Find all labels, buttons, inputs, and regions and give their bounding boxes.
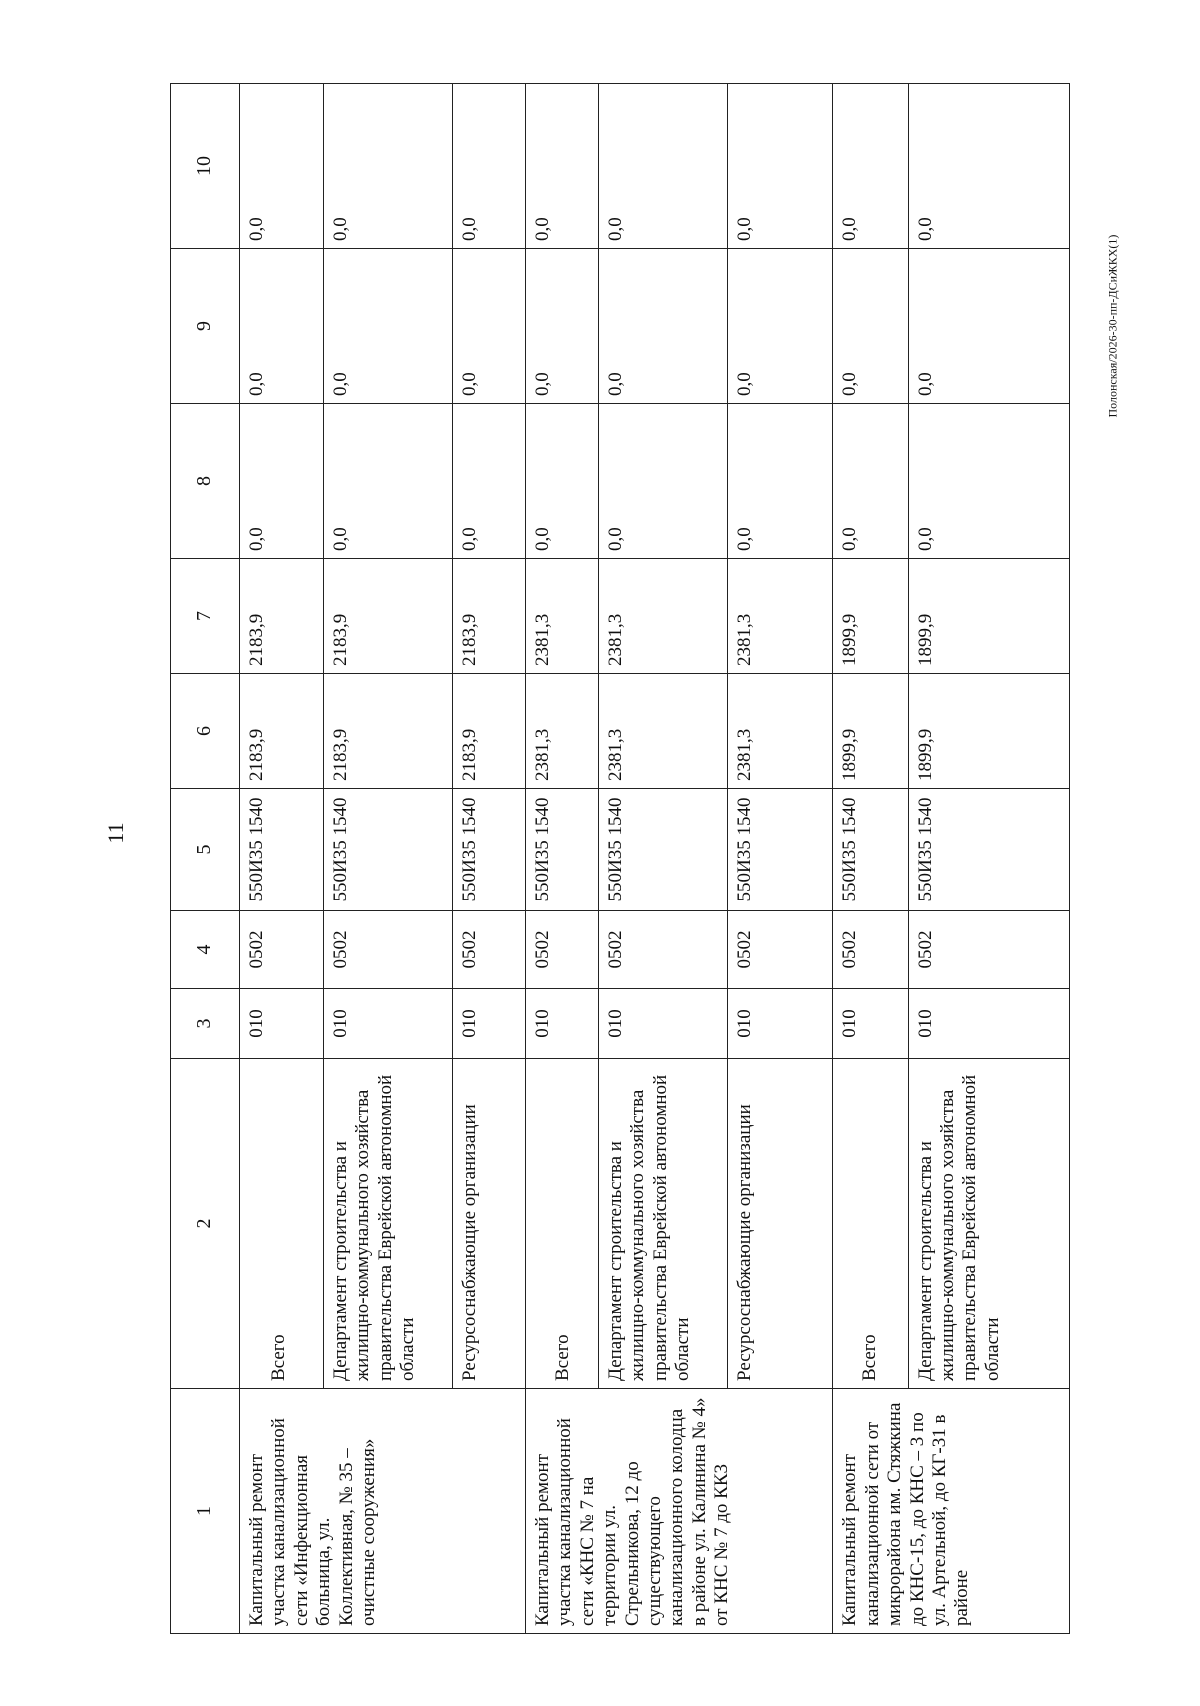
value-cell: 2183,9 <box>240 559 324 674</box>
code-cell: 010 <box>323 989 452 1059</box>
code-cell: 0502 <box>833 911 908 989</box>
code-cell: 550И35 1540 <box>599 789 728 911</box>
source-cell: Департамент строительства и жилищно-коммунального хозяйства правительства Еврейской автономной области <box>323 1059 452 1389</box>
value-cell: 0,0 <box>728 84 833 249</box>
value-cell: 0,0 <box>240 404 324 559</box>
value-cell: 0,0 <box>728 249 833 404</box>
code-cell: 0502 <box>599 911 728 989</box>
header-cell: 4 <box>171 911 240 989</box>
value-cell: 0,0 <box>452 404 525 559</box>
source-cell: Департамент строительства и жилищно-коммунального хозяйства правительства Еврейской автономной области <box>908 1059 1069 1389</box>
value-cell: 0,0 <box>323 249 452 404</box>
value-cell: 0,0 <box>833 249 908 404</box>
value-cell: 2381,3 <box>525 559 598 674</box>
source-cell: Департамент строительства и жилищно-коммунального хозяйства правительства Еврейской автономной области <box>599 1059 728 1389</box>
value-cell: 0,0 <box>599 84 728 249</box>
value-cell: 0,0 <box>728 404 833 559</box>
rotated-table-container <box>170 84 1070 1634</box>
value-cell: 0,0 <box>525 84 598 249</box>
header-cell: 10 <box>171 84 240 249</box>
code-cell: 010 <box>833 989 908 1059</box>
value-cell: 2381,3 <box>728 559 833 674</box>
value-cell: 0,0 <box>525 249 598 404</box>
object-name-cell: Капитальный ремонт участка канализационной сети «КНС № 7 на территории ул. Стрельникова, 12 до существующего канализационного колодца в районе ул. Калинина № 4» от КНС № 7 до КК3 <box>525 1389 832 1634</box>
code-cell: 010 <box>908 989 1069 1059</box>
value-cell: 2381,3 <box>599 674 728 789</box>
value-cell: 0,0 <box>452 249 525 404</box>
value-cell: 0,0 <box>908 404 1069 559</box>
header-cell: 2 <box>171 1059 240 1389</box>
document-id-note: Полонская/2026-30-пп-ДСиЖКХ(1) <box>1105 234 1120 418</box>
value-cell: 0,0 <box>240 84 324 249</box>
source-cell: Ресурсоснабжающие организации <box>452 1059 525 1389</box>
code-cell: 550И35 1540 <box>908 789 1069 911</box>
code-cell: 550И35 1540 <box>240 789 324 911</box>
value-cell: 2183,9 <box>240 674 324 789</box>
code-cell: 550И35 1540 <box>323 789 452 911</box>
value-cell: 1899,9 <box>833 674 908 789</box>
value-cell: 0,0 <box>599 249 728 404</box>
header-cell: 1 <box>171 1389 240 1634</box>
source-cell: Всего <box>525 1059 598 1389</box>
value-cell: 2183,9 <box>323 674 452 789</box>
header-cell: 3 <box>171 989 240 1059</box>
source-cell: Ресурсоснабжающие организации <box>728 1059 833 1389</box>
source-cell: Всего <box>833 1059 908 1389</box>
value-cell: 0,0 <box>323 404 452 559</box>
code-cell: 010 <box>728 989 833 1059</box>
value-cell: 2183,9 <box>452 674 525 789</box>
value-cell: 0,0 <box>599 404 728 559</box>
header-row <box>171 84 240 1634</box>
code-cell: 0502 <box>323 911 452 989</box>
table-row <box>833 84 908 1634</box>
value-cell: 2183,9 <box>452 559 525 674</box>
value-cell: 0,0 <box>908 84 1069 249</box>
header-cell: 7 <box>171 559 240 674</box>
code-cell: 0502 <box>728 911 833 989</box>
value-cell: 1899,9 <box>833 559 908 674</box>
code-cell: 0502 <box>525 911 598 989</box>
value-cell: 2381,3 <box>525 674 598 789</box>
code-cell: 0502 <box>908 911 1069 989</box>
header-cell: 5 <box>171 789 240 911</box>
value-cell: 0,0 <box>452 84 525 249</box>
value-cell: 2381,3 <box>728 674 833 789</box>
code-cell: 0502 <box>240 911 324 989</box>
code-cell: 010 <box>599 989 728 1059</box>
object-name-cell: Капитальный ремонт канализационной сети от микрорайона им. Стяжкина до КНС-15, до КНС – 3 по ул. Артельной, до КГ-31 в районе <box>833 1389 1070 1634</box>
code-cell: 550И35 1540 <box>833 789 908 911</box>
code-cell: 550И35 1540 <box>452 789 525 911</box>
value-cell: 0,0 <box>240 249 324 404</box>
value-cell: 2183,9 <box>323 559 452 674</box>
code-cell: 010 <box>240 989 324 1059</box>
value-cell: 2381,3 <box>599 559 728 674</box>
value-cell: 0,0 <box>908 249 1069 404</box>
code-cell: 0502 <box>452 911 525 989</box>
value-cell: 1899,9 <box>908 559 1069 674</box>
code-cell: 010 <box>452 989 525 1059</box>
value-cell: 0,0 <box>525 404 598 559</box>
value-cell: 0,0 <box>833 404 908 559</box>
header-cell: 6 <box>171 674 240 789</box>
code-cell: 010 <box>525 989 598 1059</box>
code-cell: 550И35 1540 <box>728 789 833 911</box>
table-row <box>240 84 324 1634</box>
code-cell: 550И35 1540 <box>525 789 598 911</box>
budget-table <box>170 83 1070 1634</box>
value-cell: 0,0 <box>833 84 908 249</box>
value-cell: 1899,9 <box>908 674 1069 789</box>
header-cell: 8 <box>171 404 240 559</box>
page-number: 11 <box>103 822 128 844</box>
source-cell: Всего <box>240 1059 324 1389</box>
table-row <box>525 84 598 1634</box>
object-name-cell: Капитальный ремонт участка канализационной сети «Инфекционная больница, ул. Коллективная, № 35 – очистные сооружения» <box>240 1389 526 1634</box>
value-cell: 0,0 <box>323 84 452 249</box>
header-cell: 9 <box>171 249 240 404</box>
